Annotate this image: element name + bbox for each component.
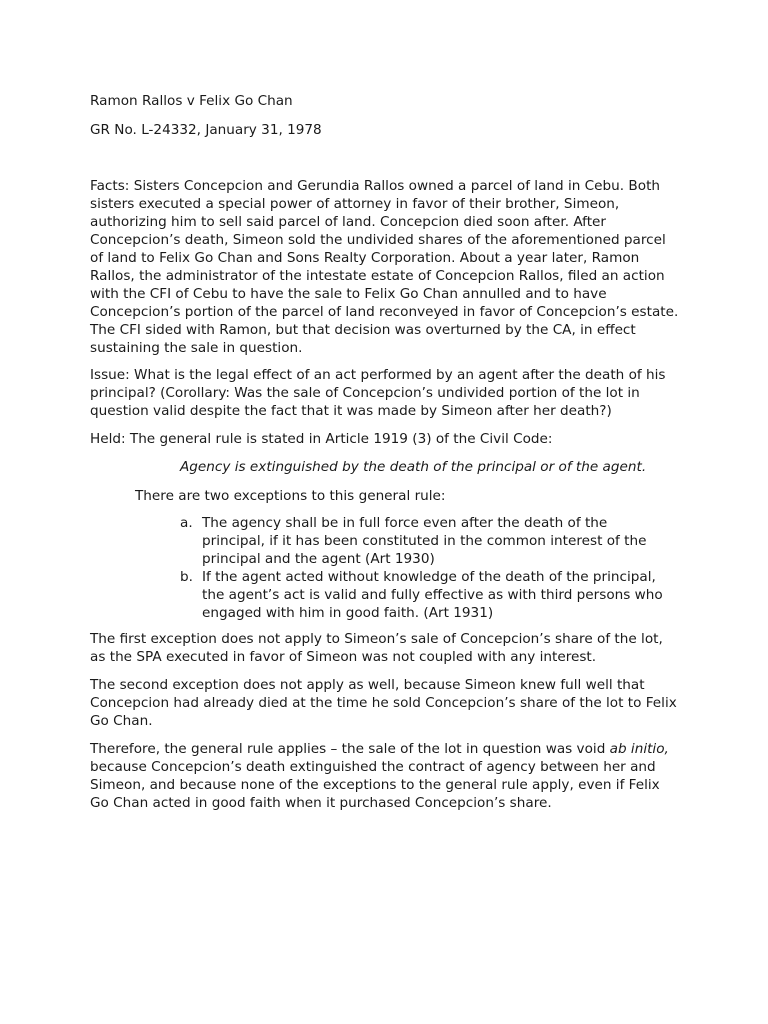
list-marker: a. — [180, 515, 193, 531]
issue-paragraph: Issue: What is the legal effect of an act performed by an agent after the death of his principal? (Corollary: Was the sale of Concepcion’s undivided portion of the lot in question valid despite the fact that it was made by Simeon after her death?) — [90, 367, 666, 419]
facts-paragraph: Facts: Sisters Concepcion and Gerundia Rallos owned a parcel of land in Cebu. Both sisters executed a special power of attorney in favor of their brother, Simeon, authorizing him to sell said parcel of land. Concepcion died soon after. After Concepcion’s death, Simeon sold the undivided shares of the aforementioned parcel of land to Felix Go Chan and Sons Realty Corporation. About a year later, Ramon Rallos, the administrator of the intestate estate of Concepcion Rallos, filed an action with the CFI of Cebu to have the sale to Felix Go Chan annulled and to have Concepcion’s portion of the parcel of land reconveyed in favor of Concepcion’s estate. The CFI sided with Ramon, but that decision was overturned by the CA, in effect sustaining the sale in question. — [90, 178, 679, 356]
list-marker: b. — [180, 569, 193, 585]
first-exception-paragraph: The first exception does not apply to Simeon’s sale of Concepcion’s share of the lot, as the SPA executed in favor of Simeon was not coupled with any interest. — [90, 631, 663, 665]
list-item — [180, 514, 670, 568]
held-paragraph: Held: The general rule is stated in Article 1919 (3) of the Civil Code: — [90, 431, 553, 447]
conclusion-text-end: because Concepcion’s death extinguished the contract of agency between her and Simeon, and because none of the exceptions to the general rule apply, even if Felix Go Chan acted in good faith when it purchased Concepcion’s share. — [90, 759, 660, 811]
exceptions-list — [180, 514, 670, 622]
case-title: Ramon Rallos v Felix Go Chan — [90, 93, 293, 109]
conclusion-text-start: Therefore, the general rule applies – the sale of the lot in question was void — [90, 741, 610, 757]
list-item — [180, 568, 670, 622]
article-quote: Agency is extinguished by the death of the principal or of the agent. — [180, 459, 647, 475]
case-number: GR No. L-24332, January 31, 1978 — [90, 122, 322, 138]
conclusion-emphasis: ab initio, — [609, 741, 669, 757]
exceptions-intro: There are two exceptions to this general rule: — [135, 488, 446, 504]
list-item-text: The agency shall be in full force even after the death of the principal, if it has been constituted in the common interest of the principal and the agent (Art 1930) — [202, 515, 647, 567]
list-item-text: If the agent acted without knowledge of the death of the principal, the agent’s act is valid and fully effective as with third persons who engaged with him in good faith. (Art 1931) — [202, 569, 663, 621]
conclusion-paragraph — [90, 740, 682, 812]
second-exception-paragraph: The second exception does not apply as well, because Simeon knew full well that Concepcion had already died at the time he sold Concepcion’s share of the lot to Felix Go Chan. — [90, 677, 677, 729]
